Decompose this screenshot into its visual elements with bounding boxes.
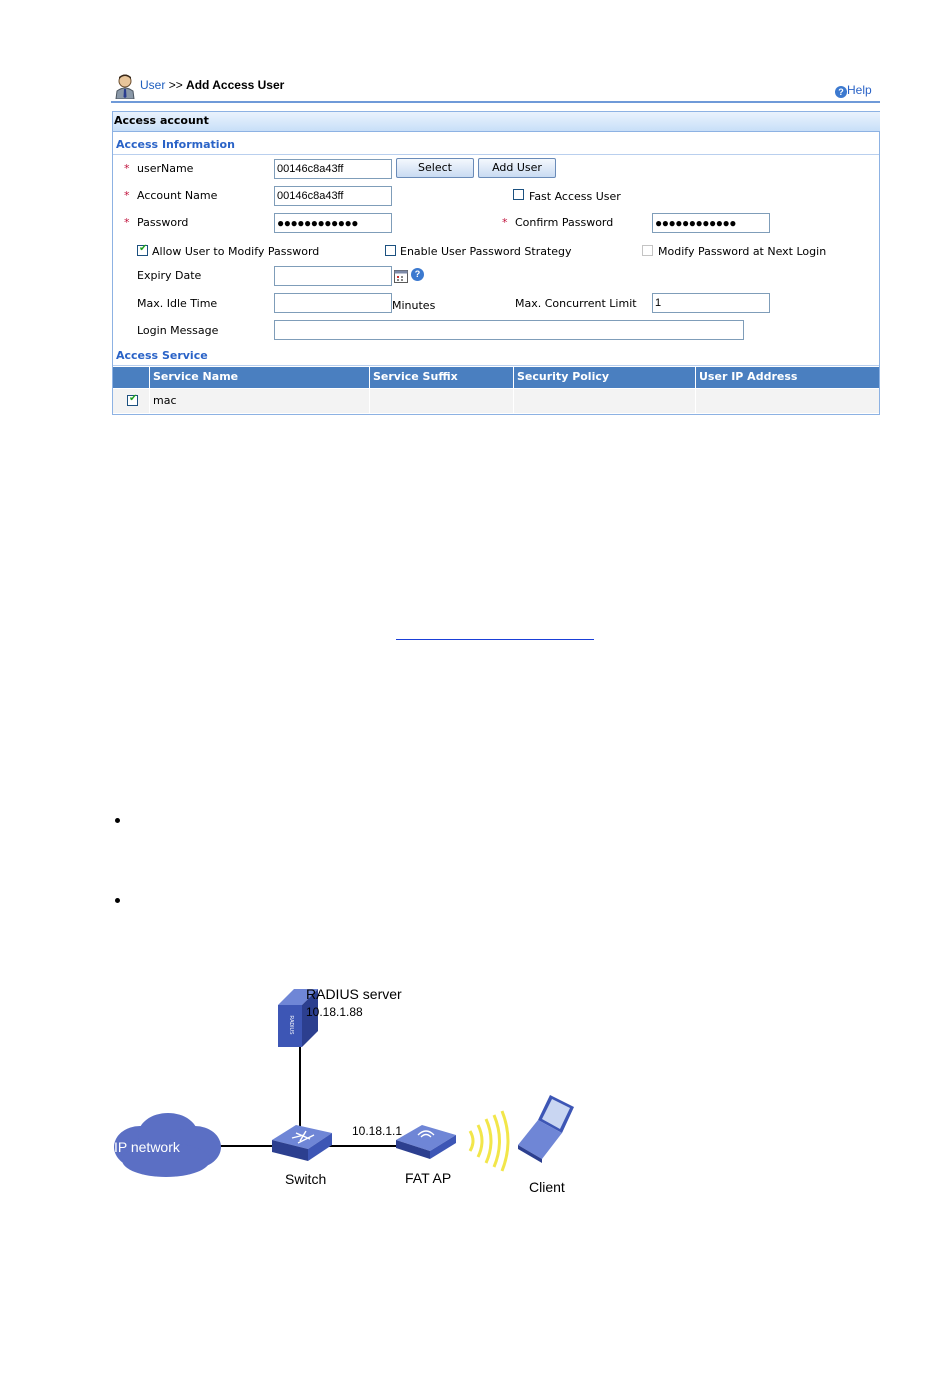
table-header-select xyxy=(113,367,150,388)
help-label: Help xyxy=(847,83,872,97)
account-name-label: Account Name xyxy=(137,189,218,202)
enable-password-strategy-label: Enable User Password Strategy xyxy=(400,245,572,258)
max-concurrent-limit-input[interactable]: 1 xyxy=(652,293,770,313)
password-label: Password xyxy=(137,216,189,229)
required-mark: * xyxy=(124,216,130,229)
fat-ap-icon xyxy=(396,1125,456,1159)
modify-password-next-login-label: Modify Password at Next Login xyxy=(658,245,827,258)
expiry-date-input[interactable] xyxy=(274,266,392,286)
radius-server-label: RADIUS server xyxy=(306,986,402,1002)
max-concurrent-limit-label: Max. Concurrent Limit xyxy=(515,297,637,310)
user-avatar-icon xyxy=(114,73,136,99)
table-header-security-policy: Security Policy xyxy=(514,367,696,388)
network-diagram xyxy=(100,975,600,1205)
header-divider xyxy=(111,101,880,103)
expiry-help-icon[interactable]: ? xyxy=(411,268,424,281)
service-row-checkbox[interactable] xyxy=(127,395,138,406)
password-input[interactable]: ●●●●●●●●●●●● xyxy=(274,213,392,233)
username-label: userName xyxy=(137,162,194,175)
select-button[interactable]: Select xyxy=(396,158,474,178)
bullet-point xyxy=(115,898,120,903)
allow-modify-password-label: Allow User to Modify Password xyxy=(152,245,320,258)
access-service-title: Access Service xyxy=(116,349,208,362)
login-message-input[interactable] xyxy=(274,320,744,340)
service-name-cell: mac xyxy=(150,389,370,413)
radius-server-ip: 10.18.1.88 xyxy=(306,1005,363,1019)
confirm-password-label: Confirm Password xyxy=(515,216,614,229)
switch-icon xyxy=(272,1125,332,1161)
expiry-date-label: Expiry Date xyxy=(137,269,202,282)
service-suffix-cell xyxy=(370,389,514,413)
help-link[interactable] xyxy=(835,79,872,97)
client-laptop-icon xyxy=(518,1095,574,1163)
security-policy-cell xyxy=(514,389,696,413)
calendar-icon[interactable] xyxy=(394,268,408,282)
breadcrumb-current: Add Access User xyxy=(186,78,285,92)
required-mark: * xyxy=(124,162,130,175)
max-idle-time-label: Max. Idle Time xyxy=(137,297,218,310)
user-ip-address-cell xyxy=(696,389,879,413)
confirm-password-input[interactable]: ●●●●●●●●●●●● xyxy=(652,213,770,233)
ap-ip-label: 10.18.1.1 xyxy=(352,1124,403,1138)
access-information-rule xyxy=(113,154,879,155)
table-header-service-name: Service Name xyxy=(150,367,370,388)
breadcrumb xyxy=(140,78,284,92)
username-input[interactable]: 00146c8a43ff xyxy=(274,159,392,179)
add-user-button[interactable]: Add User xyxy=(478,158,556,178)
wireless-signal-icon xyxy=(470,1111,508,1171)
fast-access-checkbox[interactable] xyxy=(513,189,524,200)
breadcrumb-user-link[interactable]: User xyxy=(140,78,166,92)
access-information-title: Access Information xyxy=(116,138,235,151)
switch-label: Switch xyxy=(285,1171,327,1187)
required-mark: * xyxy=(502,216,508,229)
allow-modify-password-checkbox[interactable] xyxy=(137,245,148,256)
account-name-input[interactable]: 00146c8a43ff xyxy=(274,186,392,206)
max-idle-time-input[interactable] xyxy=(274,293,392,313)
bullet-point xyxy=(115,818,120,823)
modify-password-next-login-checkbox[interactable] xyxy=(642,245,653,256)
enable-password-strategy-checkbox[interactable] xyxy=(385,245,396,256)
breadcrumb-separator: >> xyxy=(168,78,183,92)
table-header-service-suffix: Service Suffix xyxy=(370,367,514,388)
login-message-label: Login Message xyxy=(137,324,219,337)
minutes-label: Minutes xyxy=(392,299,436,312)
panel-title: Access account xyxy=(113,112,880,132)
table-header-user-ip-address: User IP Address xyxy=(696,367,879,388)
access-service-rule xyxy=(113,365,879,366)
fat-ap-label: FAT AP xyxy=(405,1170,452,1186)
hyperlink-underline[interactable] xyxy=(396,638,594,640)
radius-badge: RADIUS xyxy=(288,1015,294,1035)
ip-network-label: IP network xyxy=(114,1139,180,1155)
client-label: Client xyxy=(529,1179,565,1195)
fast-access-label: Fast Access User xyxy=(529,190,621,203)
help-icon: ? xyxy=(835,86,847,98)
required-mark: * xyxy=(124,189,130,202)
